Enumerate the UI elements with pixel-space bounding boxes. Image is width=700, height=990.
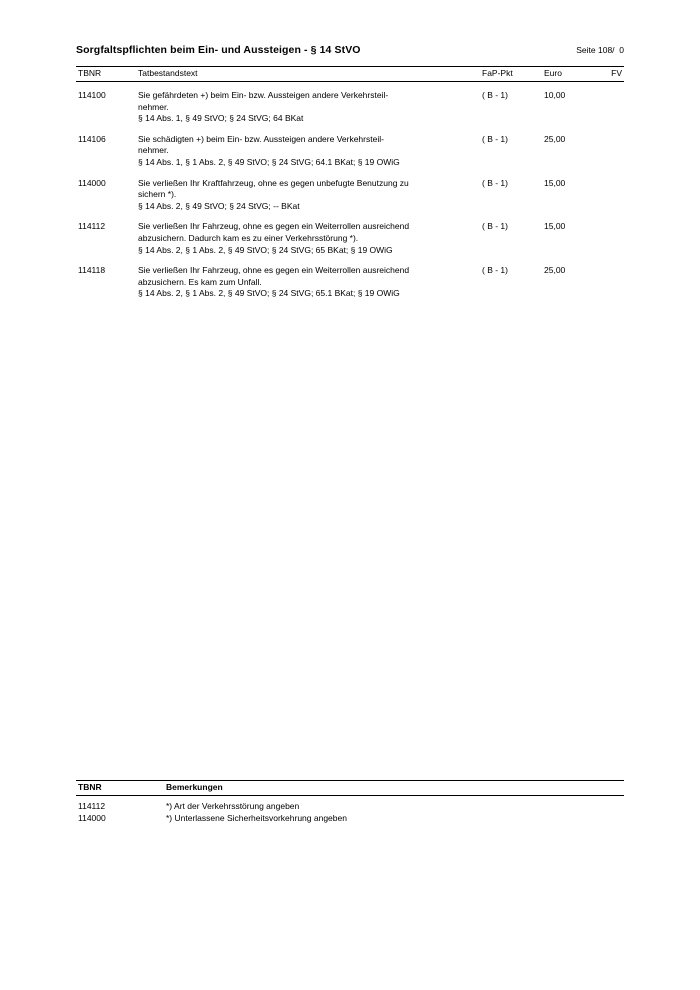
page-title: Sorgfaltspflichten beim Ein- und Aussteigen - § 14 StVO	[76, 44, 361, 56]
offence-text-line: nehmer.	[138, 101, 169, 112]
column-header-fv: FV	[596, 67, 624, 82]
cell-euro: 10,00	[544, 90, 566, 100]
cell-tbnr: 114106	[78, 133, 106, 144]
offence-law-reference: § 14 Abs. 2, § 1 Abs. 2, § 49 StVO; § 24 StVG; 65 BKat; § 19 OWiG	[138, 244, 393, 255]
offence-table-body	[76, 82, 624, 300]
table-row	[76, 256, 624, 300]
offence-text-line: Sie gefährdeten +) beim Ein- bzw. Aussteigen andere Verkehrsteil-	[138, 90, 389, 100]
cell-tatbestandstext	[132, 82, 482, 125]
cell-fap-pkt: ( B - 1)	[482, 133, 508, 144]
offence-law-reference: § 14 Abs. 2, § 49 StVO; § 24 StVG; -- BKat	[138, 200, 300, 211]
column-header-euro: Euro	[544, 67, 596, 82]
offence-law-reference: § 14 Abs. 1, § 49 StVO; § 24 StVG; 64 BKat	[138, 113, 304, 124]
cell-euro: 15,00	[544, 221, 566, 232]
remarks-table-header	[76, 781, 624, 796]
cell-tatbestandstext	[132, 256, 482, 300]
offence-text-line: sichern *).	[138, 189, 177, 200]
offence-table	[76, 66, 624, 300]
remarks-table-body	[76, 796, 624, 825]
offence-text-line: Sie verließen Ihr Fahrzeug, ohne es gegen ein Weiterrollen ausreichend	[138, 265, 410, 276]
table-row	[76, 812, 624, 824]
table-row	[76, 82, 624, 125]
cell-tbnr: 114100	[78, 90, 106, 100]
cell-tbnr: 114000	[78, 813, 106, 824]
offence-text-line: nehmer.	[138, 145, 169, 156]
cell-tbnr: 114118	[78, 265, 106, 276]
cell-fv	[596, 169, 624, 213]
remarks-column-header-tbnr: TBNR	[76, 781, 164, 796]
cell-tatbestandstext	[132, 169, 482, 213]
table-row	[76, 212, 624, 256]
cell-fv	[596, 125, 624, 169]
cell-tbnr: 114112	[78, 801, 106, 811]
cell-euro: 25,00	[544, 133, 566, 144]
remarks-header-row	[76, 781, 624, 796]
cell-tbnr: 114000	[78, 177, 106, 188]
page-number: Seite 108/ 0	[576, 45, 624, 55]
offence-text-line: abzusichern. Dadurch kam es zu einer Verkehrsstörung *).	[138, 232, 359, 243]
table-header-row	[76, 67, 624, 82]
cell-fv	[596, 212, 624, 256]
column-header-fap-pkt: FaP-Pkt	[482, 67, 544, 82]
offence-text-line: abzusichern. Es kam zum Unfall.	[138, 276, 262, 287]
cell-fap-pkt: ( B - 1)	[482, 177, 508, 188]
cell-tatbestandstext	[132, 212, 482, 256]
cell-fap-pkt: ( B - 1)	[482, 90, 508, 100]
remarks-column-header-bemerkungen: Bemerkungen	[164, 781, 624, 796]
table-row	[76, 169, 624, 213]
cell-euro: 15,00	[544, 177, 566, 188]
offence-text-line: Sie verließen Ihr Kraftfahrzeug, ohne es gegen unbefugte Benutzung zu	[138, 177, 409, 188]
cell-fv	[596, 256, 624, 300]
cell-remark: *) Art der Verkehrsstörung angeben	[166, 801, 300, 811]
offence-table-header	[76, 67, 624, 82]
cell-tatbestandstext	[132, 125, 482, 169]
table-row	[76, 125, 624, 169]
cell-euro: 25,00	[544, 265, 566, 276]
table-row	[76, 796, 624, 813]
remarks-table	[76, 780, 624, 825]
cell-fap-pkt: ( B - 1)	[482, 265, 508, 276]
document-header	[76, 44, 624, 56]
offence-law-reference: § 14 Abs. 1, § 1 Abs. 2, § 49 StVO; § 24 StVG; 64.1 BKat; § 19 OWiG	[138, 156, 400, 167]
cell-remark: *) Unterlassene Sicherheitsvorkehrung angeben	[166, 813, 347, 824]
remarks-section	[76, 780, 624, 825]
offence-text-line: Sie verließen Ihr Fahrzeug, ohne es gegen ein Weiterrollen ausreichend	[138, 221, 410, 232]
cell-fap-pkt: ( B - 1)	[482, 221, 508, 232]
cell-fv	[596, 82, 624, 125]
cell-tbnr: 114112	[78, 221, 106, 232]
column-header-tatbestandstext: Tatbestandstext	[132, 67, 482, 82]
offence-text-line: Sie schädigten +) beim Ein- bzw. Aussteigen andere Verkehrsteil-	[138, 133, 384, 144]
column-header-tbnr: TBNR	[76, 67, 132, 82]
offence-law-reference: § 14 Abs. 2, § 1 Abs. 2, § 49 StVO; § 24 StVG; 65.1 BKat; § 19 OWiG	[138, 288, 400, 299]
